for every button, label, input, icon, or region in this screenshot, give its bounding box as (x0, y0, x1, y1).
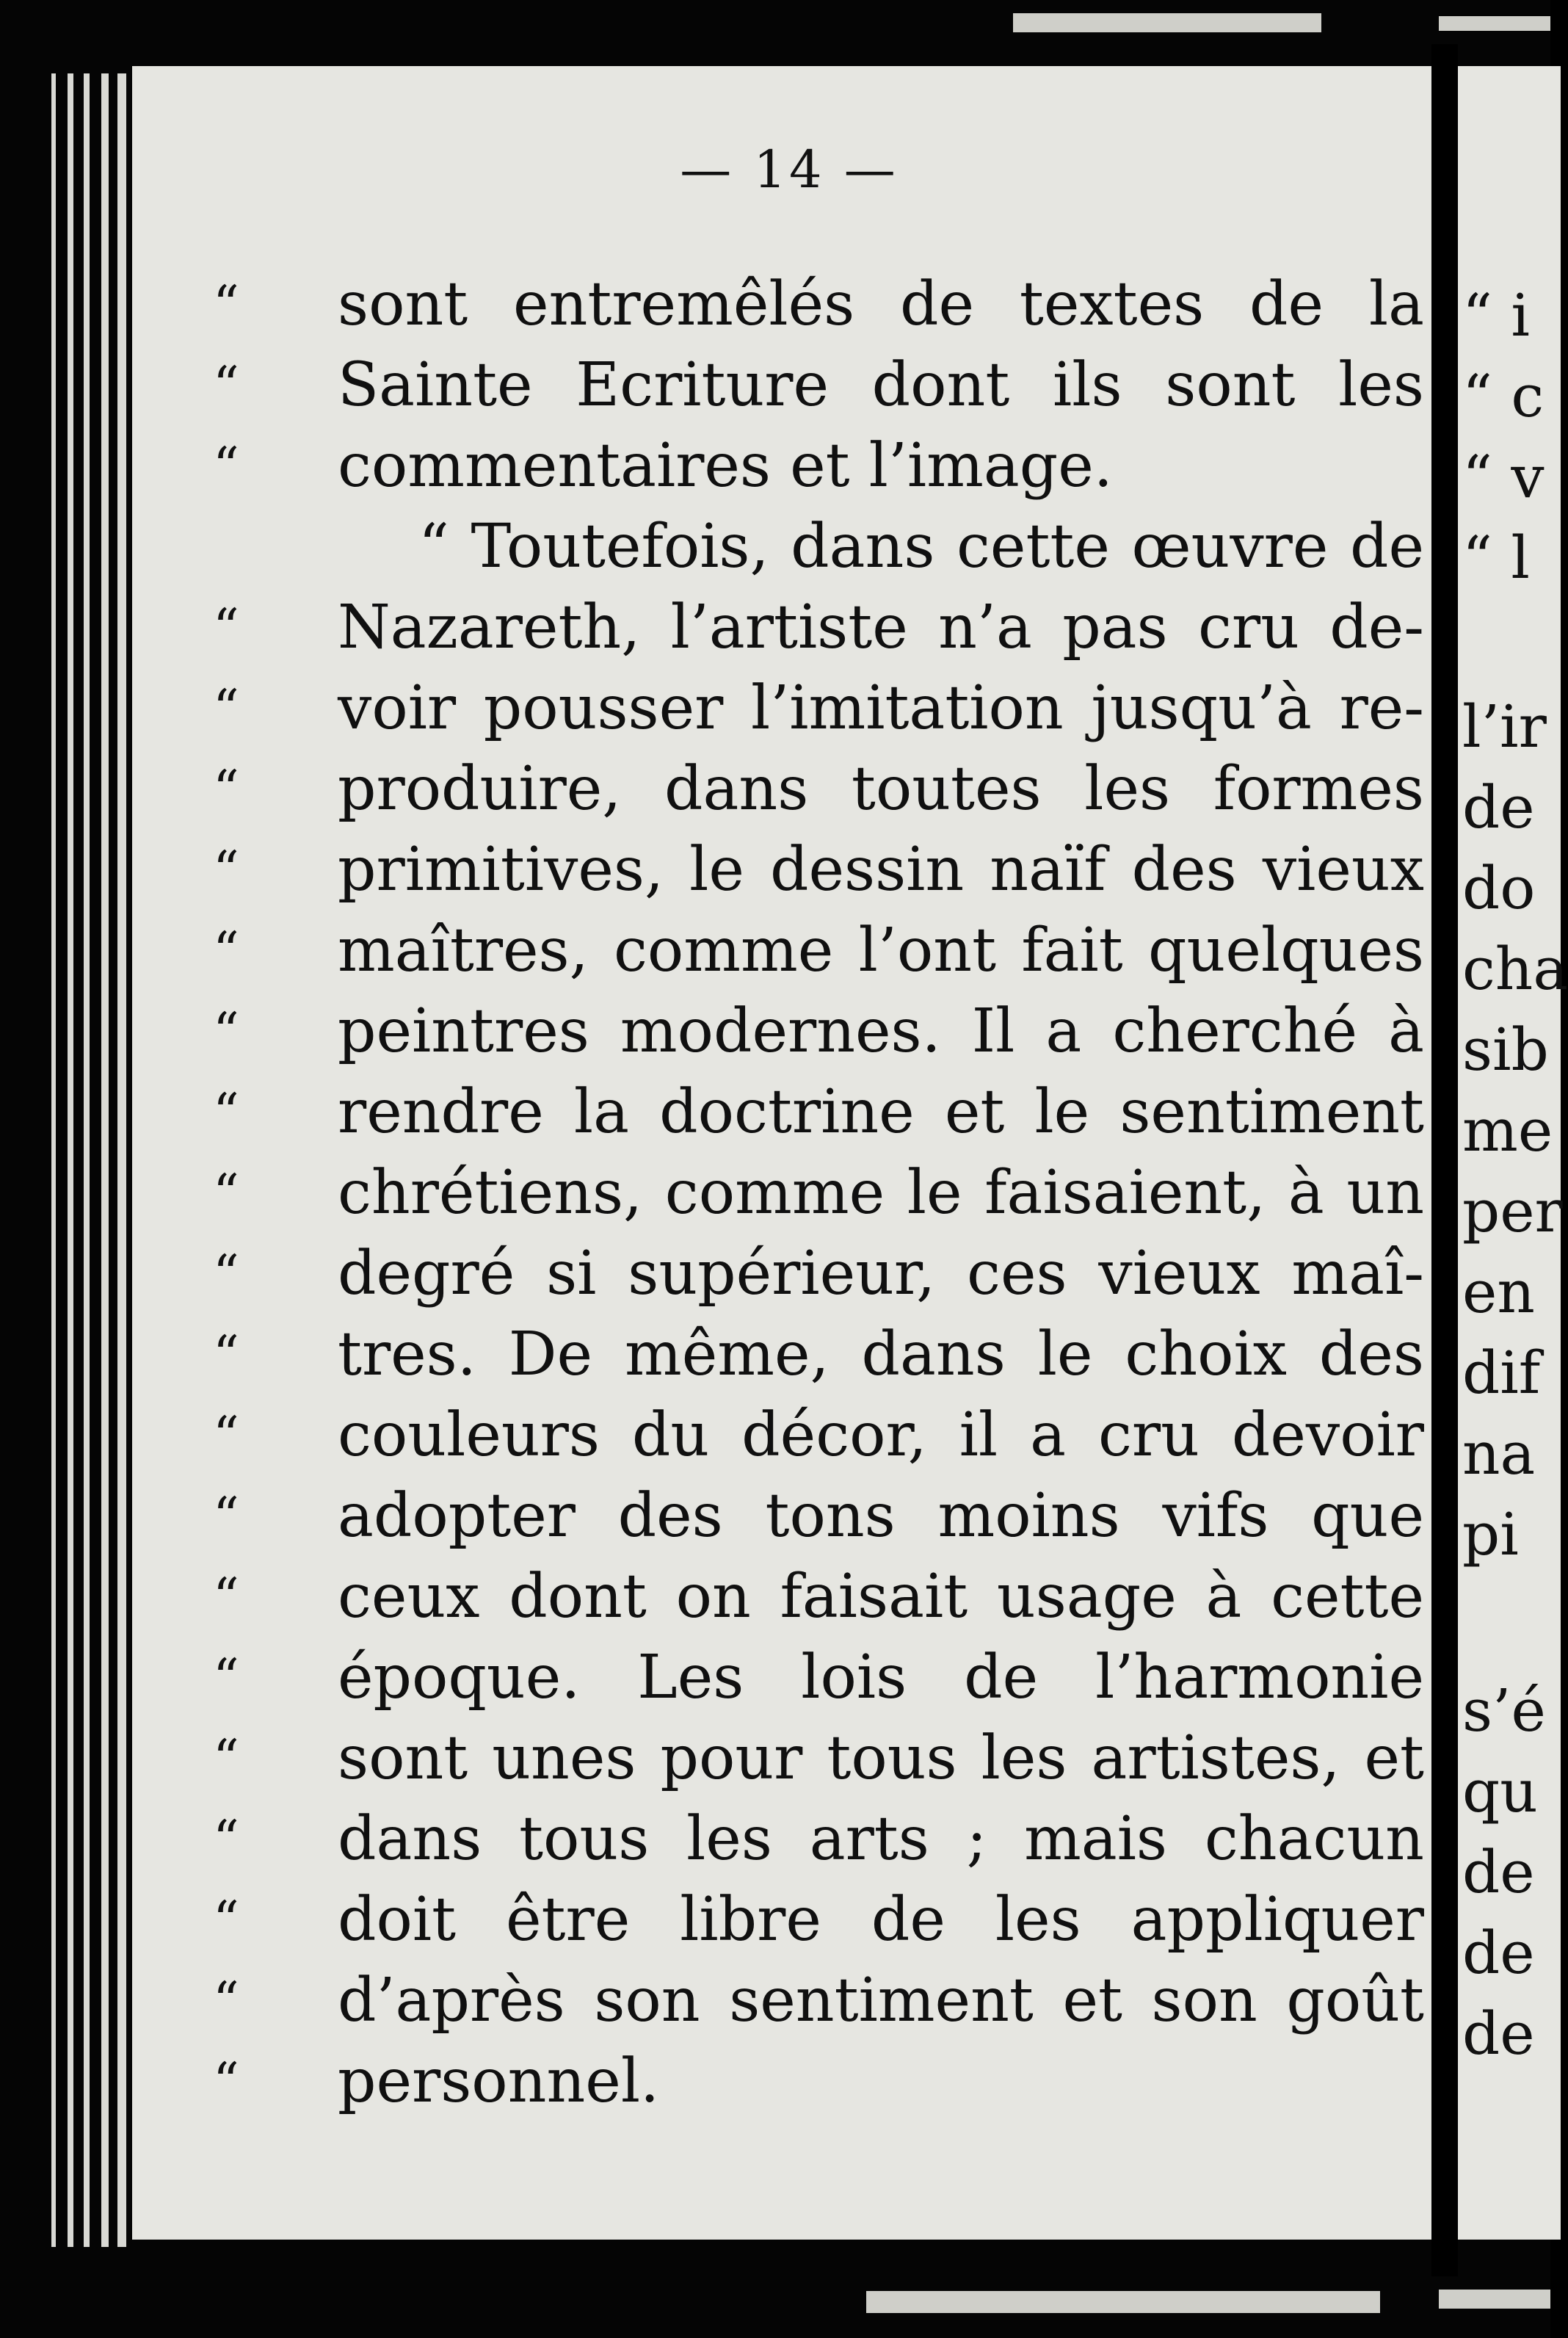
text-line-content: peintres modernes. Il a cherché à (338, 996, 1424, 1066)
quote-mark: “ (213, 840, 239, 900)
quote-mark: “ (213, 1486, 239, 1546)
text-line (213, 749, 1424, 830)
text-line-content: chrétiens, comme le faisaient, à un (338, 1158, 1424, 1228)
text-line (213, 668, 1424, 749)
quote-mark: “ (213, 759, 239, 819)
text-line (213, 830, 1424, 911)
right-page-text-fragment: l’ir (1462, 692, 1547, 761)
right-page-text-fragment: s’é (1462, 1676, 1546, 1745)
text-line (338, 507, 1424, 587)
quote-mark: “ (213, 921, 239, 981)
page-edge (84, 73, 90, 2247)
text-line-content: doit être libre de les appliquer (338, 1885, 1424, 1955)
page-text (213, 264, 1424, 2122)
text-line (213, 2041, 1424, 2122)
paper-scrap (866, 2291, 1380, 2313)
quote-mark: “ (213, 275, 239, 335)
right-page-text-fragment: na (1462, 1419, 1536, 1488)
text-line (213, 1961, 1424, 2041)
quote-mark: “ (213, 1567, 239, 1627)
paper-scrap (1439, 16, 1550, 31)
text-line (213, 1153, 1424, 1234)
right-page-text-fragment: “ l (1462, 524, 1530, 592)
text-line-content: maîtres, comme l’ont fait quelques (338, 916, 1424, 985)
text-line-content: rendre la doctrine et le sentiment (338, 1077, 1424, 1147)
paper-scrap (1439, 2290, 1550, 2309)
quote-mark: “ (213, 1405, 239, 1466)
quote-mark: “ (213, 436, 239, 496)
text-line-content: personnel. (338, 2046, 660, 2116)
text-line (213, 1718, 1424, 1799)
right-page-text-fragment: do (1462, 854, 1536, 922)
right-page-text-fragment: en (1462, 1258, 1535, 1326)
right-page-text-fragment: qu (1462, 1757, 1538, 1825)
right-page-text-fragment: “ v (1462, 443, 1545, 511)
quote-mark: “ (213, 1002, 239, 1062)
quote-mark: “ (213, 1325, 239, 1385)
text-line (213, 991, 1424, 1072)
text-line-content: produire, dans toutes les formes (338, 754, 1424, 824)
text-line (213, 1637, 1424, 1718)
text-line-content: degré si supérieur, ces vieux maî- (338, 1239, 1424, 1309)
text-line-content: “ Toutefois, dans cette œuvre de (418, 512, 1424, 582)
right-page-fragment (1458, 66, 1568, 2240)
text-line-content: voir pousser l’imitation jusqu’à re- (338, 673, 1424, 743)
quote-mark: “ (213, 2052, 239, 2112)
page-edge (68, 73, 73, 2247)
quote-mark: “ (213, 1163, 239, 1223)
text-line-content: sont entremêlés de textes de la (338, 269, 1424, 339)
text-line-content: Nazareth, l’artiste n’a pas cru de- (338, 593, 1424, 662)
quote-mark: “ (213, 1890, 239, 1950)
text-line (213, 264, 1424, 345)
quote-mark: “ (213, 355, 239, 416)
text-line-content: tres. De même, dans le choix des (338, 1320, 1424, 1389)
right-page-text-fragment: pi (1462, 1500, 1519, 1568)
text-line-content: d’après son sentiment et son goût (338, 1966, 1424, 2035)
quote-mark: “ (213, 1729, 239, 1789)
page-edge (117, 73, 126, 2247)
text-line (213, 345, 1424, 426)
text-line-content: commentaires et l’image. (338, 431, 1113, 501)
paper-scrap (1013, 13, 1321, 32)
quote-mark: “ (213, 1648, 239, 1708)
text-line (213, 1476, 1424, 1557)
quote-mark: “ (213, 1082, 239, 1143)
text-line (213, 911, 1424, 991)
right-page-text-fragment: per (1462, 1177, 1563, 1245)
left-page (132, 66, 1446, 2240)
text-line (213, 1234, 1424, 1314)
right-page-text-fragment: de (1462, 1838, 1535, 1906)
right-page-text-fragment: “ i (1462, 281, 1530, 350)
text-line (213, 1880, 1424, 1961)
text-line-content: adopter des tons moins vifs que (338, 1481, 1424, 1551)
text-line (213, 1072, 1424, 1153)
right-page-text-fragment: “ c (1462, 362, 1545, 430)
page-number: — 14 — (680, 140, 899, 200)
text-line-content: couleurs du décor, il a cru devoir (338, 1400, 1424, 1470)
quote-mark: “ (213, 1971, 239, 2031)
page-edge (101, 73, 109, 2247)
right-page-text-fragment: sib (1462, 1016, 1549, 1084)
right-page-text-fragment: me (1462, 1096, 1553, 1165)
quote-mark: “ (213, 678, 239, 739)
text-line (213, 1557, 1424, 1637)
book-gutter (1431, 44, 1458, 2276)
text-line-content: ceux dont on faisait usage à cette (338, 1562, 1424, 1632)
quote-mark: “ (213, 1809, 239, 1870)
text-line-content: dans tous les arts ; mais chacun (338, 1804, 1424, 1874)
page-edge (51, 73, 56, 2247)
text-line (213, 426, 1424, 507)
right-page-text-fragment: de (1462, 1919, 1535, 1987)
text-line (213, 1314, 1424, 1395)
right-page-text-fragment: cha (1462, 935, 1568, 1003)
right-page-text-fragment: dif (1462, 1339, 1541, 1407)
text-line (213, 1799, 1424, 1880)
text-line-content: Sainte Ecriture dont ils sont les (338, 350, 1424, 420)
text-line (213, 587, 1424, 668)
right-page-text-fragment: de (1462, 1999, 1535, 2068)
quote-mark: “ (213, 1244, 239, 1304)
text-line-content: sont unes pour tous les artistes, et (338, 1723, 1424, 1793)
quote-mark: “ (213, 598, 239, 658)
text-line (213, 1395, 1424, 1476)
text-line-content: époque. Les lois de l’harmonie (338, 1643, 1424, 1712)
text-line-content: primitives, le dessin naïf des vieux (338, 835, 1424, 905)
right-page-text-fragment: de (1462, 773, 1535, 842)
